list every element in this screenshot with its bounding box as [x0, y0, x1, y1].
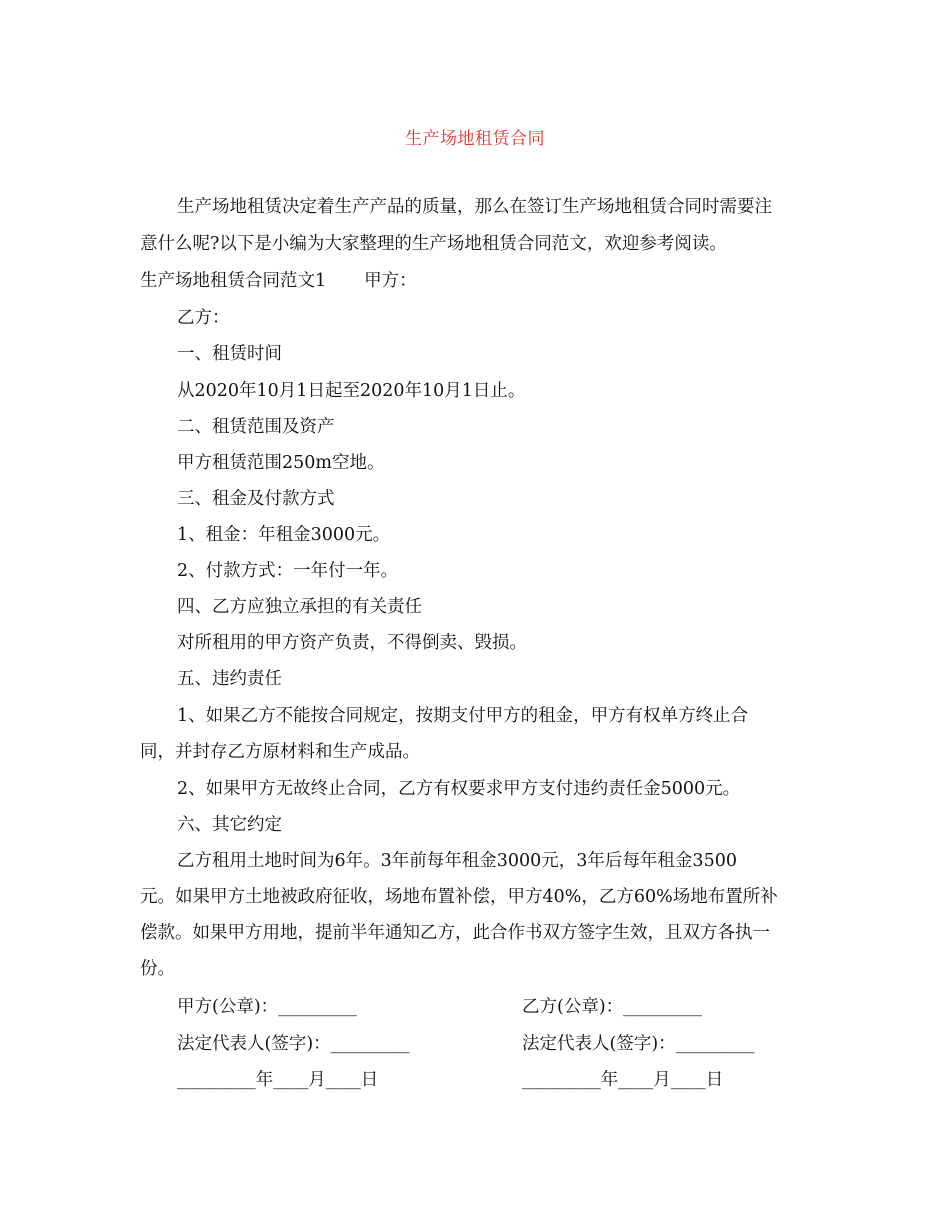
sample-heading-row [140, 269, 417, 293]
section-3-title: 三、租金及付款方式 [177, 489, 335, 509]
document-title: 生产场地租赁合同 [405, 129, 545, 149]
section-3-item-1: 1、租金：年租金3000元。 [177, 525, 391, 545]
section-5-item-2: 2、如果甲方无故终止合同，乙方有权要求甲方支付违约责任金5000元。 [177, 779, 741, 799]
party-a-seal: 甲方(公章)：_________ [177, 997, 357, 1017]
sample-heading: 生产场地租赁合同范文1 [140, 271, 327, 291]
party-a-date: _________年____月____日 [177, 1070, 379, 1090]
section-4-title: 四、乙方应独立承担的有关责任 [177, 597, 422, 617]
section-1-text: 从2020年10月1日起至2020年10月1日止。 [177, 381, 526, 401]
section-2-text: 甲方租赁范围250m空地。 [177, 453, 385, 473]
section-3-item-2: 2、付款方式：一年付一年。 [177, 561, 399, 581]
intro-line-2: 意什么呢?以下是小编为大家整理的生产场地租赁合同范文，欢迎参考阅读。 [140, 234, 727, 254]
section-4-text: 对所租用的甲方资产负责，不得倒卖、毁损。 [177, 633, 527, 653]
party-a-representative: 法定代表人(签字)：_________ [177, 1034, 410, 1054]
intro-line-1: 生产场地租赁决定着生产产品的质量，那么在签订生产场地租赁合同时需要注 [177, 197, 772, 217]
section-6-line-4: 份。 [140, 959, 175, 979]
section-5-item-1-line-1: 1、如果乙方不能按合同规定，按期支付甲方的租金，甲方有权单方终止合 [177, 706, 749, 726]
section-6-line-3: 偿款。如果甲方用地，提前半年通知乙方，此合作书双方签字生效，且双方各执一 [140, 923, 770, 943]
party-b-representative: 法定代表人(签字)：_________ [522, 1034, 755, 1054]
section-1-title: 一、租赁时间 [177, 344, 282, 364]
section-6-line-1: 乙方租用土地时间为6年。3年前每年租金3000元，3年后每年租金3500 [177, 851, 737, 871]
party-a-label: 甲方： [364, 271, 417, 291]
party-b-label: 乙方： [177, 308, 230, 328]
section-6-line-2: 元。如果甲方土地被政府征收，场地布置补偿，甲方40%，乙方60%场地布置所补 [140, 887, 778, 907]
party-b-date: _________年____月____日 [522, 1070, 724, 1090]
section-6-title: 六、其它约定 [177, 815, 282, 835]
section-2-title: 二、租赁范围及资产 [177, 417, 335, 437]
section-5-item-1-line-2: 同，并封存乙方原材料和生产成品。 [140, 742, 420, 762]
party-b-seal: 乙方(公章)：_________ [522, 997, 702, 1017]
section-5-title: 五、违约责任 [177, 669, 282, 689]
